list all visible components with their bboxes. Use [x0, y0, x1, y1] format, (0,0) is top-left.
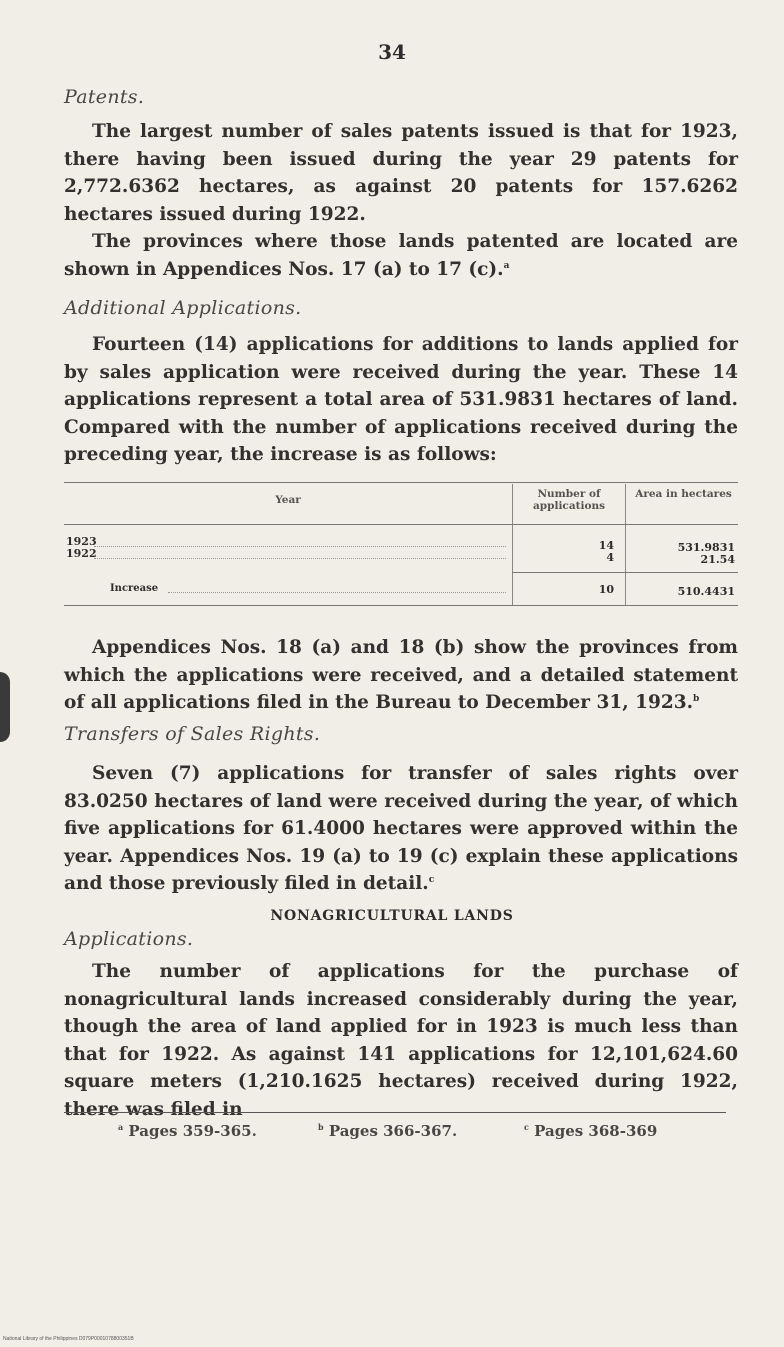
table-total-number: 10 [598, 583, 614, 596]
footnote-c-marker: c [524, 1122, 529, 1132]
table-header-number: Number of applications [532, 488, 606, 512]
footnote-b-marker: b [318, 1122, 324, 1132]
footnote-ref-c: c [428, 874, 435, 885]
table-bottom-rule [64, 605, 738, 606]
table-top-rule [64, 482, 738, 483]
paragraph-transfers-text: Seven (7) applications for transfer of sales rights over 83.0250 hectares of land were received during the year, of which five applications for 61.4000 hectares were approved within the year. Appendices Nos. 19 (a) to 19 (c) explain these applications and those previously filed in detail. [64, 763, 738, 894]
footnote-ref-a: a [503, 260, 510, 271]
table-header-year: Year [275, 494, 301, 506]
footnote-a [118, 1122, 257, 1140]
table-total-leader [168, 592, 506, 593]
table-row-1-number: 14 [598, 539, 614, 552]
footnote-ref-b: b [693, 693, 700, 704]
footnote-c [524, 1122, 657, 1140]
paragraph-transfers [64, 760, 738, 898]
heading-applications: Applications. [64, 928, 194, 950]
table-row-2-year: 1922 [66, 547, 97, 560]
table-total-area: 510.4431 [677, 585, 735, 598]
table-row-2-leader [94, 558, 506, 559]
page-number: 34 [378, 40, 406, 64]
footnote-b [318, 1122, 457, 1140]
paragraph-appendices [64, 634, 738, 717]
footnote-b-text: Pages 366-367. [328, 1122, 458, 1140]
table-header-rule [64, 524, 738, 525]
table-header-area: Area in hectares [635, 488, 732, 500]
table-row-2-area: 21.54 [700, 553, 735, 566]
table-total-label: Increase [110, 583, 159, 594]
paragraph-appendices-text: Appendices Nos. 18 (a) and 18 (b) show the provinces from which the applications were received, and a detailed statement of all applications filed in the Bureau to December 31, 1923. [64, 637, 738, 713]
table-sum-rule [512, 572, 738, 573]
heading-transfers: Transfers of Sales Rights. [64, 723, 321, 745]
table-row-1-area: 531.9831 [677, 541, 735, 554]
table-col-divider-1 [512, 484, 513, 606]
footnote-c-text: Pages 368-369 [534, 1122, 658, 1140]
paragraph-patents-2-text: The provinces where those lands patented are located are shown in Appendices Nos. 17 (a) to 17 (c). [64, 231, 738, 280]
heading-patents: Patents. [64, 86, 145, 108]
heading-nonagricultural-lands: NONAGRICULTURAL LANDS [270, 908, 514, 924]
table-row-1-leader [94, 546, 506, 547]
increase-table [64, 482, 738, 606]
heading-additional-applications: Additional Applications. [64, 297, 302, 319]
paragraph-additional-applications: Fourteen (14) applications for additions to lands applied for by sales application were received during the year. These 14 applications represent a total area of 531.9831 hectares of land. Compared with the number of applications received during the preceding year, the increase is as follows: [64, 334, 738, 465]
footnote-rule [64, 1112, 726, 1113]
table-row-2-number: 4 [606, 551, 614, 564]
footnote-a-text: Pages 359-365. [128, 1122, 257, 1140]
footnote-a-marker: a [118, 1122, 124, 1132]
paragraph-nonagricultural: The number of applications for the purchase of nonagricultural lands increased considerably during the year, though the area of land applied for in 1923 is much less than that for 1922. As against 141 applications for 12,101,624.60 square meters (1,210.1625 hectares) received during 1922, there was filed in [64, 961, 738, 1120]
page-edge-shadow [0, 672, 10, 742]
table-row-1-year: 1923 [66, 535, 97, 548]
paragraph-patents-2 [64, 228, 738, 283]
library-watermark: National Library of the Philippines D079P0001078800351B [3, 1336, 134, 1342]
table-col-divider-2 [625, 484, 626, 606]
paragraph-patents-1: The largest number of sales patents issued is that for 1923, there having been issued during the year 29 patents for 2,772.6362 hectares, as against 20 patents for 157.6262 hectares issued during 1922. [64, 121, 738, 225]
